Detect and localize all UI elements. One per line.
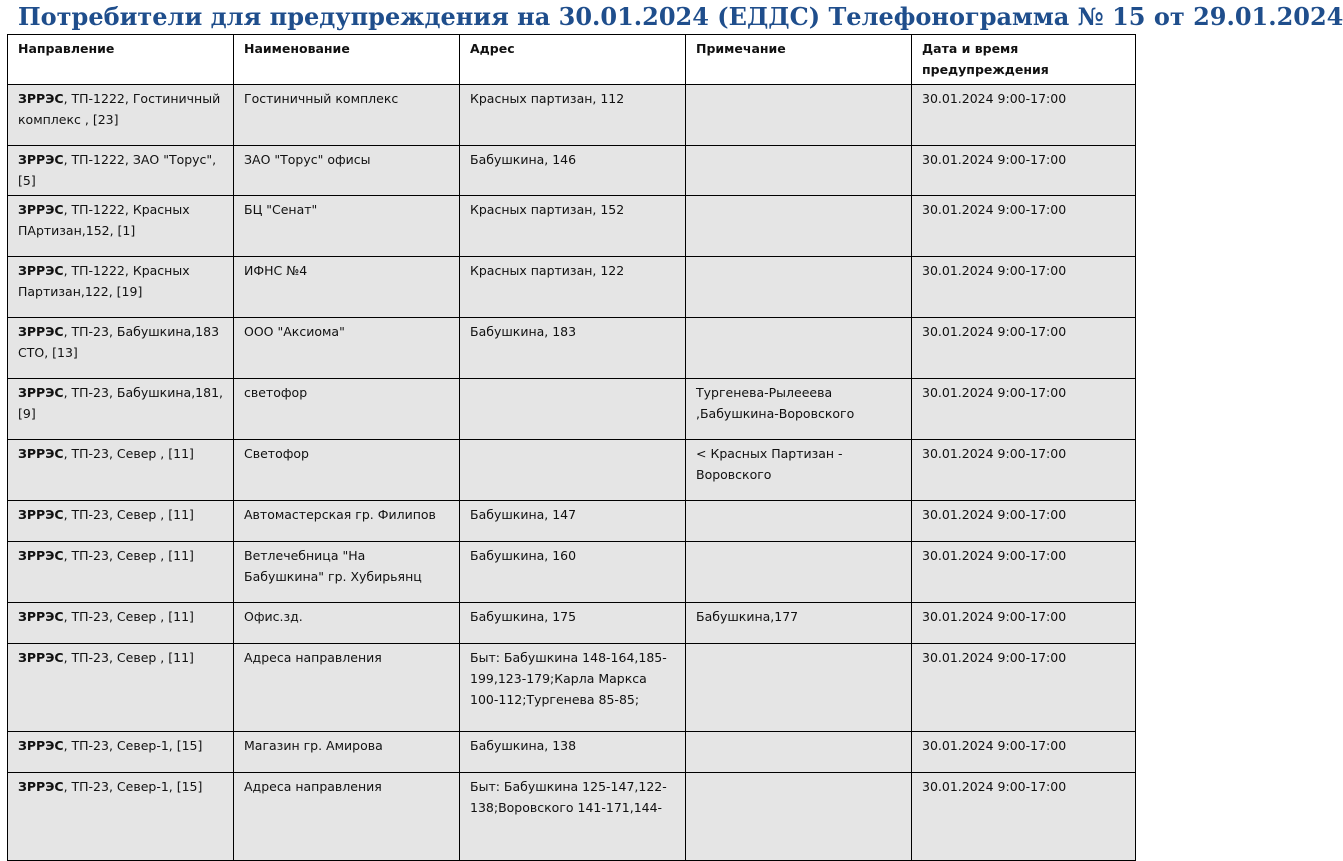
address-cell <box>460 379 686 440</box>
name-cell: Адреса направления <box>234 644 460 732</box>
name-cell: Адреса направления <box>234 773 460 861</box>
datetime-cell: 30.01.2024 9:00-17:00 <box>912 603 1136 644</box>
table-row <box>8 85 1136 146</box>
note-cell <box>686 773 912 861</box>
name-cell: БЦ "Сенат" <box>234 196 460 257</box>
direction-detail: , ТП-23, Бабушкина,183 СТО, [13] <box>18 324 220 360</box>
direction-org: ЗРРЭС <box>18 738 64 753</box>
table-row <box>8 501 1136 542</box>
direction-cell <box>8 257 234 318</box>
note-cell: Тургенева-Рылееева ,Бабушкина-Воровского <box>686 379 912 440</box>
table-row <box>8 318 1136 379</box>
table-row <box>8 732 1136 773</box>
note-cell <box>686 196 912 257</box>
direction-detail: , ТП-23, Север-1, [15] <box>63 779 203 794</box>
page-title: Потребители для предупреждения на 30.01.2024 (ЕДДС) Телефонограмма № 15 от 29.01.2024 <box>18 2 1343 31</box>
address-cell: Быт: Бабушкина 148-164,185-199,123-179;Карла Маркса 100-112;Тургенева 85-85; <box>460 644 686 732</box>
address-cell: Бабушкина, 147 <box>460 501 686 542</box>
datetime-cell: 30.01.2024 9:00-17:00 <box>912 644 1136 732</box>
consumers-table-container <box>7 34 1139 815</box>
direction-cell <box>8 644 234 732</box>
direction-org: ЗРРЭС <box>18 446 64 461</box>
name-cell: ЗАО "Торус" офисы <box>234 146 460 196</box>
direction-org: ЗРРЭС <box>18 779 64 794</box>
direction-detail: , ТП-23, Север-1, [15] <box>63 738 203 753</box>
column-header-datetime: Дата и время предупреждения <box>912 35 1136 85</box>
table-row <box>8 542 1136 603</box>
direction-detail: , ТП-1222, ЗАО "Торус", [5] <box>18 152 217 188</box>
note-cell <box>686 542 912 603</box>
direction-detail: , ТП-23, Север , [11] <box>63 548 194 563</box>
datetime-cell: 30.01.2024 9:00-17:00 <box>912 542 1136 603</box>
name-cell: Гостиничный комплекс <box>234 85 460 146</box>
direction-detail: , ТП-23, Бабушкина,181, [9] <box>18 385 223 421</box>
direction-cell <box>8 542 234 603</box>
table-row <box>8 257 1136 318</box>
direction-org: ЗРРЭС <box>18 650 64 665</box>
note-cell <box>686 257 912 318</box>
table-row <box>8 146 1136 196</box>
direction-org: ЗРРЭС <box>18 91 64 106</box>
direction-org: ЗРРЭС <box>18 324 64 339</box>
direction-detail: , ТП-23, Север , [11] <box>63 507 194 522</box>
datetime-cell: 30.01.2024 9:00-17:00 <box>912 732 1136 773</box>
note-cell <box>686 85 912 146</box>
note-cell <box>686 318 912 379</box>
table-row <box>8 603 1136 644</box>
column-header-direction: Направление <box>8 35 234 85</box>
table-row <box>8 644 1136 732</box>
direction-detail: , ТП-1222, Красных ПАртизан,152, [1] <box>18 202 190 238</box>
address-cell <box>460 440 686 501</box>
consumers-table <box>7 34 1136 861</box>
datetime-cell: 30.01.2024 9:00-17:00 <box>912 501 1136 542</box>
datetime-cell: 30.01.2024 9:00-17:00 <box>912 773 1136 861</box>
datetime-cell: 30.01.2024 9:00-17:00 <box>912 440 1136 501</box>
table-row <box>8 440 1136 501</box>
datetime-cell: 30.01.2024 9:00-17:00 <box>912 196 1136 257</box>
direction-cell <box>8 318 234 379</box>
address-cell: Бабушкина, 138 <box>460 732 686 773</box>
note-cell <box>686 146 912 196</box>
direction-cell <box>8 440 234 501</box>
note-cell: Бабушкина,177 <box>686 603 912 644</box>
direction-detail: , ТП-23, Север , [11] <box>63 650 194 665</box>
note-cell <box>686 644 912 732</box>
column-header-address: Адрес <box>460 35 686 85</box>
name-cell: светофор <box>234 379 460 440</box>
direction-cell <box>8 501 234 542</box>
note-cell: < Красных Партизан - Воровского <box>686 440 912 501</box>
address-cell: Бабушкина, 160 <box>460 542 686 603</box>
direction-detail: , ТП-23, Север , [11] <box>63 446 194 461</box>
datetime-cell: 30.01.2024 9:00-17:00 <box>912 318 1136 379</box>
name-cell: Светофор <box>234 440 460 501</box>
address-cell: Красных партизан, 112 <box>460 85 686 146</box>
address-cell: Бабушкина, 146 <box>460 146 686 196</box>
datetime-cell: 30.01.2024 9:00-17:00 <box>912 379 1136 440</box>
direction-cell <box>8 603 234 644</box>
direction-cell <box>8 379 234 440</box>
column-header-name: Наименование <box>234 35 460 85</box>
direction-cell <box>8 85 234 146</box>
address-cell: Быт: Бабушкина 125-147,122-138;Воровского 141-171,144- <box>460 773 686 861</box>
direction-org: ЗРРЭС <box>18 609 64 624</box>
direction-cell <box>8 196 234 257</box>
direction-org: ЗРРЭС <box>18 548 64 563</box>
address-cell: Бабушкина, 175 <box>460 603 686 644</box>
direction-detail: , ТП-1222, Гостиничный комплекс , [23] <box>18 91 221 127</box>
name-cell: Автомастерская гр. Филипов <box>234 501 460 542</box>
name-cell: Ветлечебница "На Бабушкина" гр. Хубирьянц <box>234 542 460 603</box>
name-cell: ИФНС №4 <box>234 257 460 318</box>
column-header-note: Примечание <box>686 35 912 85</box>
direction-cell <box>8 732 234 773</box>
table-row <box>8 379 1136 440</box>
direction-org: ЗРРЭС <box>18 263 64 278</box>
direction-org: ЗРРЭС <box>18 507 64 522</box>
datetime-cell: 30.01.2024 9:00-17:00 <box>912 146 1136 196</box>
address-cell: Красных партизан, 122 <box>460 257 686 318</box>
datetime-cell: 30.01.2024 9:00-17:00 <box>912 257 1136 318</box>
direction-org: ЗРРЭС <box>18 152 64 167</box>
table-row <box>8 196 1136 257</box>
name-cell: Магазин гр. Амирова <box>234 732 460 773</box>
note-cell <box>686 732 912 773</box>
direction-org: ЗРРЭС <box>18 202 64 217</box>
note-cell <box>686 501 912 542</box>
direction-cell <box>8 773 234 861</box>
table-row <box>8 773 1136 861</box>
name-cell: ООО "Аксиома" <box>234 318 460 379</box>
datetime-cell: 30.01.2024 9:00-17:00 <box>912 85 1136 146</box>
name-cell: Офис.зд. <box>234 603 460 644</box>
address-cell: Бабушкина, 183 <box>460 318 686 379</box>
direction-detail: , ТП-23, Север , [11] <box>63 609 194 624</box>
direction-cell <box>8 146 234 196</box>
direction-org: ЗРРЭС <box>18 385 64 400</box>
table-header-row <box>8 35 1136 85</box>
direction-detail: , ТП-1222, Красных Партизан,122, [19] <box>18 263 190 299</box>
address-cell: Красных партизан, 152 <box>460 196 686 257</box>
